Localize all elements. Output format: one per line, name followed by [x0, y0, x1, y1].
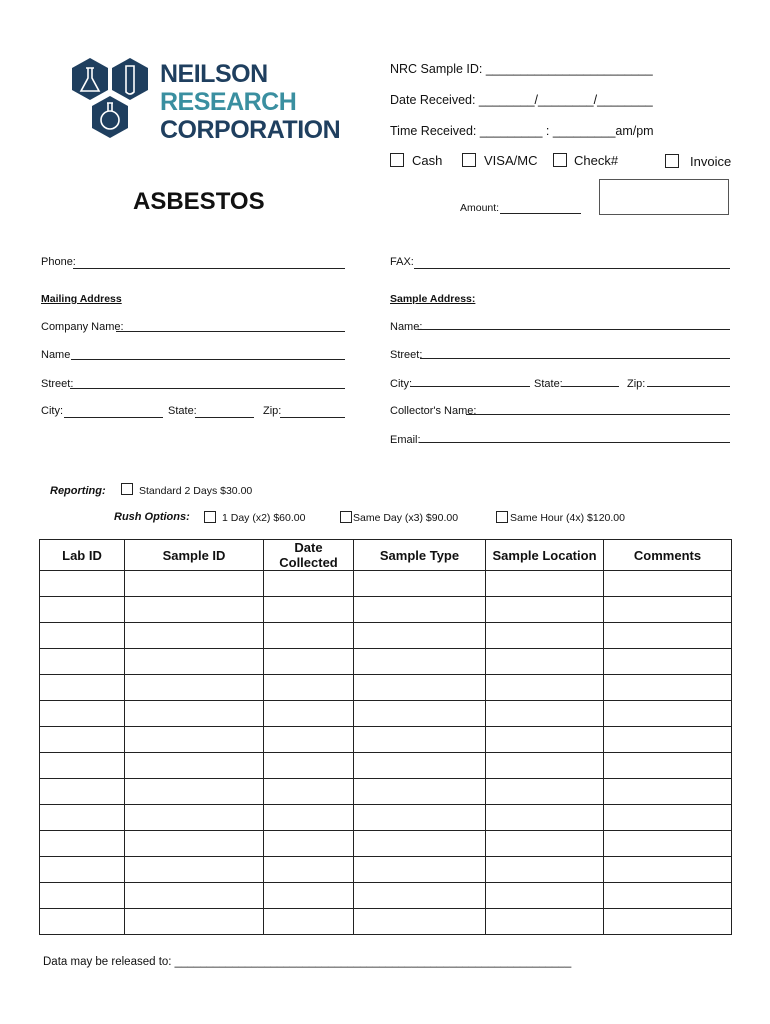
- company-name-label: Company Name:: [41, 321, 124, 333]
- cell-comments[interactable]: [604, 831, 732, 857]
- cell-lab-id[interactable]: [40, 883, 125, 909]
- table-row: [40, 753, 732, 779]
- cell-comments[interactable]: [604, 805, 732, 831]
- rush-options-label: Rush Options:: [114, 511, 190, 523]
- cell-lab-id[interactable]: [40, 597, 125, 623]
- cell-sample-id[interactable]: [125, 857, 264, 883]
- cell-date-collected[interactable]: [264, 883, 354, 909]
- cell-sample-id[interactable]: [125, 805, 264, 831]
- logo-text-research: RESEARCH: [160, 88, 297, 116]
- sample-name-field[interactable]: [418, 329, 730, 330]
- sample-street-label: Street:: [390, 349, 423, 361]
- cell-sample-location[interactable]: [486, 597, 604, 623]
- standard-checkbox[interactable]: [121, 483, 133, 495]
- cell-sample-id[interactable]: [125, 727, 264, 753]
- cell-comments[interactable]: [604, 753, 732, 779]
- table-row: [40, 623, 732, 649]
- collector-name-field[interactable]: [466, 414, 730, 415]
- standard-label: Standard 2 Days $30.00: [139, 485, 253, 497]
- cell-lab-id[interactable]: [40, 701, 125, 727]
- cell-date-collected[interactable]: [264, 831, 354, 857]
- company-logo: [68, 56, 343, 148]
- cell-sample-id[interactable]: [125, 883, 264, 909]
- city-label: City:: [41, 405, 63, 417]
- street-label: Street:: [41, 378, 74, 390]
- one-day-label: 1 Day (x2) $60.00: [222, 512, 306, 524]
- cell-sample-id[interactable]: [125, 623, 264, 649]
- cell-sample-type[interactable]: [354, 805, 486, 831]
- cell-sample-type[interactable]: [354, 597, 486, 623]
- visa-checkbox[interactable]: [462, 153, 476, 167]
- cell-sample-location[interactable]: [486, 857, 604, 883]
- table-row: [40, 597, 732, 623]
- cell-date-collected[interactable]: [264, 909, 354, 935]
- cell-sample-type[interactable]: [354, 857, 486, 883]
- state-field[interactable]: [195, 417, 254, 418]
- zip-label: Zip:: [263, 405, 282, 417]
- sample-zip-field[interactable]: [647, 386, 730, 387]
- column-header-comments: Comments: [604, 540, 732, 571]
- table-row: [40, 779, 732, 805]
- email-field[interactable]: [419, 442, 730, 443]
- cell-sample-type[interactable]: [354, 883, 486, 909]
- cell-date-collected[interactable]: [264, 597, 354, 623]
- city-field[interactable]: [64, 417, 163, 418]
- form-title: ASBESTOS: [133, 188, 265, 215]
- cell-lab-id[interactable]: [40, 805, 125, 831]
- sample-address-heading: Sample Address:: [390, 293, 476, 305]
- cell-sample-location[interactable]: [486, 779, 604, 805]
- email-label: Email:: [390, 434, 421, 446]
- name-label: Name: [41, 349, 71, 361]
- cell-sample-type[interactable]: [354, 623, 486, 649]
- cell-comments[interactable]: [604, 883, 732, 909]
- sample-state-label: State:: [534, 378, 563, 390]
- mailing-address-heading: Mailing Address: [41, 293, 122, 305]
- cell-sample-location[interactable]: [486, 701, 604, 727]
- cell-sample-type[interactable]: [354, 571, 486, 597]
- sample-name-label: Name:: [390, 321, 423, 333]
- reporting-label: Reporting:: [50, 485, 106, 497]
- cell-sample-id[interactable]: [125, 675, 264, 701]
- company-name-field[interactable]: [116, 331, 345, 332]
- cell-sample-location[interactable]: [486, 753, 604, 779]
- logo-text-corporation: CORPORATION: [160, 116, 341, 144]
- cell-sample-type[interactable]: [354, 701, 486, 727]
- cell-lab-id[interactable]: [40, 857, 125, 883]
- same-day-label: Same Day (x3) $90.00: [353, 512, 459, 524]
- table-row: [40, 857, 732, 883]
- cell-sample-type[interactable]: [354, 675, 486, 701]
- date-received-field[interactable]: Date Received: ________/________/________: [390, 93, 653, 107]
- cell-sample-id[interactable]: [125, 909, 264, 935]
- cell-date-collected[interactable]: [264, 675, 354, 701]
- cell-sample-location[interactable]: [486, 649, 604, 675]
- cell-sample-type[interactable]: [354, 727, 486, 753]
- table-row: [40, 805, 732, 831]
- table-row: [40, 701, 732, 727]
- sample-city-field[interactable]: [410, 386, 530, 387]
- nrc-sample-id-field[interactable]: NRC Sample ID: ________________________: [390, 62, 653, 76]
- cell-date-collected[interactable]: [264, 701, 354, 727]
- cell-sample-id[interactable]: [125, 831, 264, 857]
- cell-date-collected[interactable]: [264, 727, 354, 753]
- column-header-sample-id: Sample ID: [125, 540, 264, 571]
- zip-field[interactable]: [280, 417, 345, 418]
- table-row: [40, 831, 732, 857]
- cash-label: Cash: [412, 153, 443, 168]
- cell-lab-id[interactable]: [40, 649, 125, 675]
- cell-comments[interactable]: [604, 909, 732, 935]
- cell-date-collected[interactable]: [264, 857, 354, 883]
- table-header-row: [40, 540, 732, 571]
- cell-sample-id[interactable]: [125, 649, 264, 675]
- cell-lab-id[interactable]: [40, 727, 125, 753]
- check-label: Check#: [574, 153, 619, 168]
- cell-sample-location[interactable]: [486, 675, 604, 701]
- logo-hexagons-icon: [68, 56, 158, 146]
- name-field[interactable]: [71, 359, 345, 360]
- cell-lab-id[interactable]: [40, 623, 125, 649]
- collector-name-label: Collector's Name:: [390, 405, 477, 417]
- cell-comments[interactable]: [604, 597, 732, 623]
- cell-sample-location[interactable]: [486, 909, 604, 935]
- cell-sample-location[interactable]: [486, 623, 604, 649]
- amount-label: Amount:: [460, 202, 500, 214]
- cell-lab-id[interactable]: [40, 779, 125, 805]
- phone-field[interactable]: [73, 268, 345, 269]
- check-checkbox[interactable]: [553, 153, 567, 167]
- cell-comments[interactable]: [604, 649, 732, 675]
- column-header-sample-location: Sample Location: [486, 540, 604, 571]
- cell-sample-id[interactable]: [125, 779, 264, 805]
- cell-comments[interactable]: [604, 571, 732, 597]
- column-header-date-collected: Date Collected: [264, 540, 354, 571]
- sample-zip-label: Zip:: [627, 378, 646, 390]
- column-header-sample-type: Sample Type: [354, 540, 486, 571]
- phone-label: Phone:: [41, 256, 76, 268]
- time-received-field[interactable]: Time Received: _________ : _________am/pm: [390, 124, 654, 138]
- same-hour-label: Same Hour (4x) $120.00: [510, 512, 625, 524]
- state-label: State:: [168, 405, 197, 417]
- invoice-label: Invoice: [690, 154, 732, 169]
- samples-table: [39, 539, 732, 935]
- cell-sample-type[interactable]: [354, 649, 486, 675]
- cell-date-collected[interactable]: [264, 649, 354, 675]
- cell-sample-id[interactable]: [125, 597, 264, 623]
- cell-sample-location[interactable]: [486, 727, 604, 753]
- cell-date-collected[interactable]: [264, 779, 354, 805]
- table-row: [40, 571, 732, 597]
- table-row: [40, 675, 732, 701]
- fax-field[interactable]: [414, 268, 730, 269]
- cell-lab-id[interactable]: [40, 831, 125, 857]
- cell-sample-id[interactable]: [125, 701, 264, 727]
- cell-comments[interactable]: [604, 701, 732, 727]
- amount-box[interactable]: [599, 179, 729, 215]
- cell-sample-type[interactable]: [354, 753, 486, 779]
- same-day-checkbox[interactable]: [340, 511, 352, 523]
- cell-sample-location[interactable]: [486, 883, 604, 909]
- logo-text-neilson: NEILSON: [160, 60, 268, 88]
- cell-date-collected[interactable]: [264, 753, 354, 779]
- cell-lab-id[interactable]: [40, 753, 125, 779]
- sample-city-label: City:: [390, 378, 412, 390]
- cell-comments[interactable]: [604, 857, 732, 883]
- street-field[interactable]: [70, 388, 345, 389]
- cell-sample-id[interactable]: [125, 753, 264, 779]
- cell-sample-id[interactable]: [125, 571, 264, 597]
- cell-comments[interactable]: [604, 675, 732, 701]
- sample-state-field[interactable]: [561, 386, 619, 387]
- cell-sample-type[interactable]: [354, 831, 486, 857]
- cell-comments[interactable]: [604, 727, 732, 753]
- same-hour-checkbox[interactable]: [496, 511, 508, 523]
- cell-comments[interactable]: [604, 779, 732, 805]
- visa-label: VISA/MC: [484, 153, 538, 168]
- invoice-checkbox[interactable]: [665, 154, 679, 168]
- cell-sample-type[interactable]: [354, 779, 486, 805]
- table-row: [40, 883, 732, 909]
- table-row: [40, 649, 732, 675]
- cell-comments[interactable]: [604, 623, 732, 649]
- table-row: [40, 727, 732, 753]
- cell-lab-id[interactable]: [40, 675, 125, 701]
- table-row: [40, 909, 732, 935]
- cell-date-collected[interactable]: [264, 623, 354, 649]
- data-release-field[interactable]: Data may be released to: ______________________________________________________________: [43, 956, 572, 968]
- cell-lab-id[interactable]: [40, 909, 125, 935]
- column-header-lab-id: Lab ID: [40, 540, 125, 571]
- sample-street-field[interactable]: [420, 358, 730, 359]
- cell-sample-location[interactable]: [486, 571, 604, 597]
- cell-date-collected[interactable]: [264, 571, 354, 597]
- fax-label: FAX:: [390, 256, 414, 268]
- cell-date-collected[interactable]: [264, 805, 354, 831]
- one-day-checkbox[interactable]: [204, 511, 216, 523]
- cell-sample-location[interactable]: [486, 831, 604, 857]
- cell-sample-location[interactable]: [486, 805, 604, 831]
- cell-lab-id[interactable]: [40, 571, 125, 597]
- amount-field[interactable]: [500, 213, 581, 214]
- cash-checkbox[interactable]: [390, 153, 404, 167]
- cell-sample-type[interactable]: [354, 909, 486, 935]
